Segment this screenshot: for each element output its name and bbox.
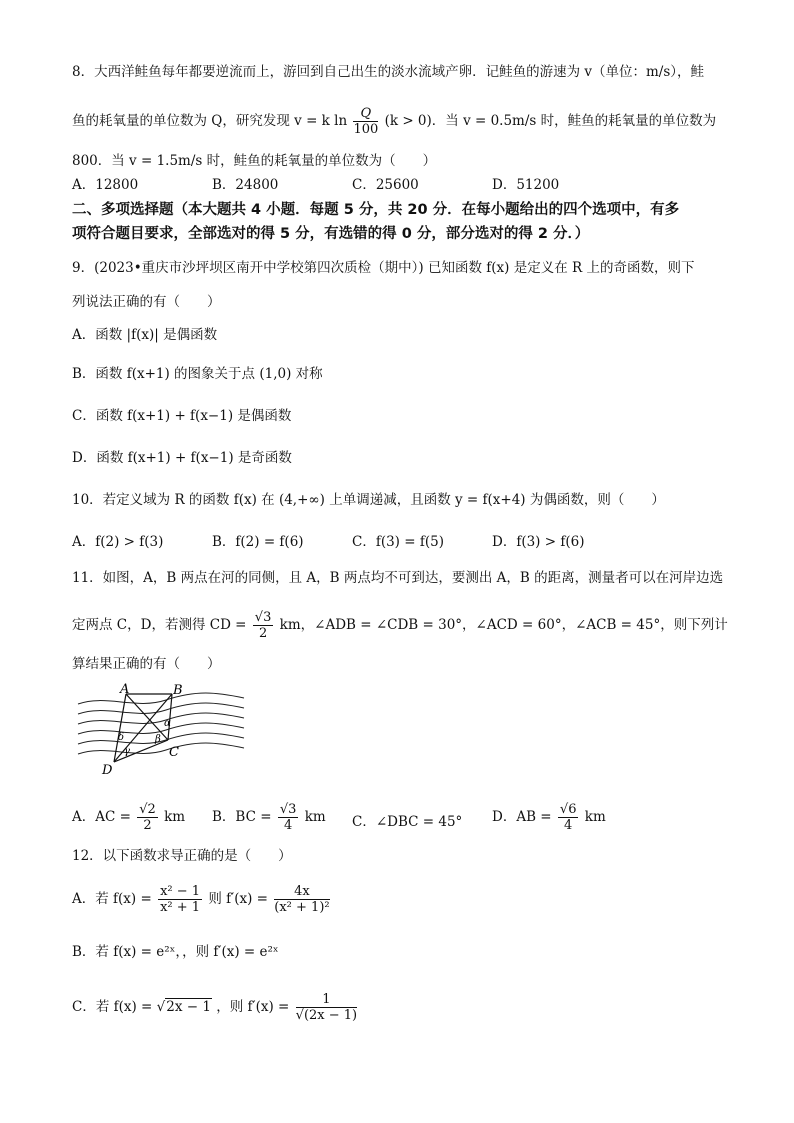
section2-heading-line1: 二、多项选择题（本大题共 4 小题．每题 5 分，共 20 分．在每小题给出的四个选项中，有多 — [72, 202, 680, 218]
q12-option-a — [72, 884, 332, 915]
q12-a-den: x² + 1 — [160, 900, 201, 915]
river-wave-3 — [78, 713, 244, 724]
q11-option-a-den: 2 — [143, 818, 152, 833]
q11-line3: 算结果正确的有（ ） — [72, 656, 221, 672]
q10-option-c: C．f(3) = f(5) — [352, 534, 444, 550]
q11-line2 — [72, 610, 728, 641]
q12-c-den: √(2x − 1) — [295, 1008, 358, 1023]
q12-a-result-frac — [274, 884, 329, 915]
river-wave-2 — [78, 703, 244, 714]
q12-a-mid: 则 f′(x) = — [208, 891, 268, 907]
q12-option-b: B．若 f(x) = e²ˣ，，则 f′(x) = e²ˣ — [72, 944, 279, 960]
q10-option-a: A．f(2) > f(3) — [72, 534, 164, 550]
q11-line2-a: 定两点 C，D，若测得 CD = — [72, 617, 247, 633]
q11-line2-b: km，∠ADB = ∠CDB = 30°，∠ACD = 60°，∠ACB = 45°，则下列计 — [279, 617, 728, 633]
fig-angle-delta: δ — [118, 732, 125, 743]
segment-cb — [168, 694, 172, 740]
q11-option-a — [72, 802, 185, 833]
q11-option-a-num: √2 — [139, 802, 156, 817]
q12-line1: 12．以下函数求导正确的是（ ） — [72, 848, 292, 864]
q11-option-b — [212, 802, 326, 833]
q11-option-a-frac — [137, 802, 158, 833]
q8-frac-num: Q — [353, 106, 378, 122]
fig-angle-beta: β — [155, 734, 161, 745]
q8-line2-a: 鱼的耗氧量的单位数为 Q，研究发现 v = k ln — [72, 113, 348, 129]
q9-option-b: B．函数 f(x+1) 的图象关于点 (1,0) 对称 — [72, 366, 323, 382]
q12-a-frac — [158, 884, 202, 915]
q11-option-d-unit: km — [584, 809, 606, 825]
q12-a-result-den: (x² + 1)² — [274, 900, 330, 915]
section2-heading-line2: 项符合题目要求，全部选对的得 5 分，有选错的得 0 分，部分选对的得 2 分．） — [72, 226, 590, 242]
q8-line2-b: (k > 0)．当 v = 0.5m/s 时，鲑鱼的耗氧量的单位数为 — [384, 113, 717, 129]
q9-line1: 9．(2023•重庆市沙坪坝区南开中学校第四次质检（期中）) 已知函数 f(x) 是定义在 R 上的奇函数，则下 — [72, 260, 695, 276]
q11-option-c: C．∠DBC = 45° — [352, 814, 463, 830]
q11-cd-fraction — [253, 610, 274, 641]
q11-option-d-num: √6 — [559, 802, 577, 817]
q8-line3: 800．当 v = 1.5m/s 时，鲑鱼的耗氧量的单位数为（ ） — [72, 153, 437, 169]
q8-fraction — [353, 106, 378, 137]
q12-a-num: x² − 1 — [160, 884, 201, 899]
q12-c-radicand: 2x − 1 — [166, 999, 211, 1015]
q9-option-d: D．函数 f(x+1) + f(x−1) 是奇函数 — [72, 450, 292, 466]
q10-line1: 10．若定义域为 R 的函数 f(x) 在 (4,+∞) 上单调递减，且函数 y = f(x+4) 为偶函数，则（ ） — [72, 492, 665, 508]
q11-option-b-pre: B．BC = — [212, 809, 272, 825]
q8-option-a: A．12800 — [72, 177, 139, 193]
q11-river-figure — [76, 682, 246, 777]
q8-frac-den: 100 — [353, 122, 379, 137]
q8-option-b: B．24800 — [212, 177, 279, 193]
q11-option-a-unit: km — [164, 809, 186, 825]
q8-line2 — [72, 106, 716, 137]
q12-a-result-num: 4x — [274, 884, 329, 900]
q10-option-d: D．f(3) > f(6) — [492, 534, 585, 550]
q12-option-c — [72, 992, 359, 1023]
q11-option-d — [492, 802, 606, 833]
q8-option-c: C．25600 — [352, 177, 419, 193]
q9-option-c: C．函数 f(x+1) + f(x−1) 是偶函数 — [72, 408, 292, 424]
q11-option-b-den: 4 — [283, 818, 293, 833]
river-wave-6 — [78, 743, 244, 754]
q12-c-frac — [296, 992, 357, 1023]
q12-c-mid: ，则 f′(x) = — [216, 999, 290, 1015]
fig-label-c: C — [169, 745, 179, 760]
q11-option-b-unit: km — [304, 809, 326, 825]
fig-label-d: D — [102, 763, 113, 777]
q9-line2: 列说法正确的有（ ） — [72, 294, 221, 310]
fig-angle-gamma: γ — [124, 746, 130, 757]
q11-option-b-num: √3 — [279, 802, 297, 817]
q12-a-pre: A．若 f(x) = — [72, 891, 152, 907]
fig-label-b: B — [173, 683, 183, 698]
q11-option-a-pre: A．AC = — [72, 809, 131, 825]
q11-cd-den: 2 — [258, 626, 268, 641]
q11-line1: 11．如图，A，B 两点在河的同侧，且 A，B 两点均不可到达，要测出 A，B 的距离，测量者可以在河岸边选 — [72, 570, 724, 586]
q12-c-sqrt: √2x − 1 — [156, 999, 211, 1015]
q11-cd-num: √3 — [254, 610, 272, 625]
q11-option-d-pre: D．AB = — [492, 809, 552, 825]
q8-line1: 8．大西洋鲑鱼每年都要逆流而上，游回到自己出生的淡水流域产卵．记鲑鱼的游速为 v（单位：m/s），鲑 — [72, 64, 705, 80]
q8-option-d: D．51200 — [492, 177, 560, 193]
q11-option-b-frac — [278, 802, 299, 833]
fig-label-a: A — [120, 682, 130, 697]
river-wave-1 — [78, 693, 244, 704]
q11-option-d-frac — [558, 802, 579, 833]
q9-option-a: A．函数 |f(x)| 是偶函数 — [72, 327, 218, 343]
q12-c-num: 1 — [296, 992, 357, 1008]
fig-angle-alpha: α — [164, 718, 171, 729]
q11-option-d-den: 4 — [564, 818, 573, 833]
q12-c-pre: C．若 f(x) = — [72, 999, 153, 1015]
q10-option-b: B．f(2) = f(6) — [212, 534, 304, 550]
